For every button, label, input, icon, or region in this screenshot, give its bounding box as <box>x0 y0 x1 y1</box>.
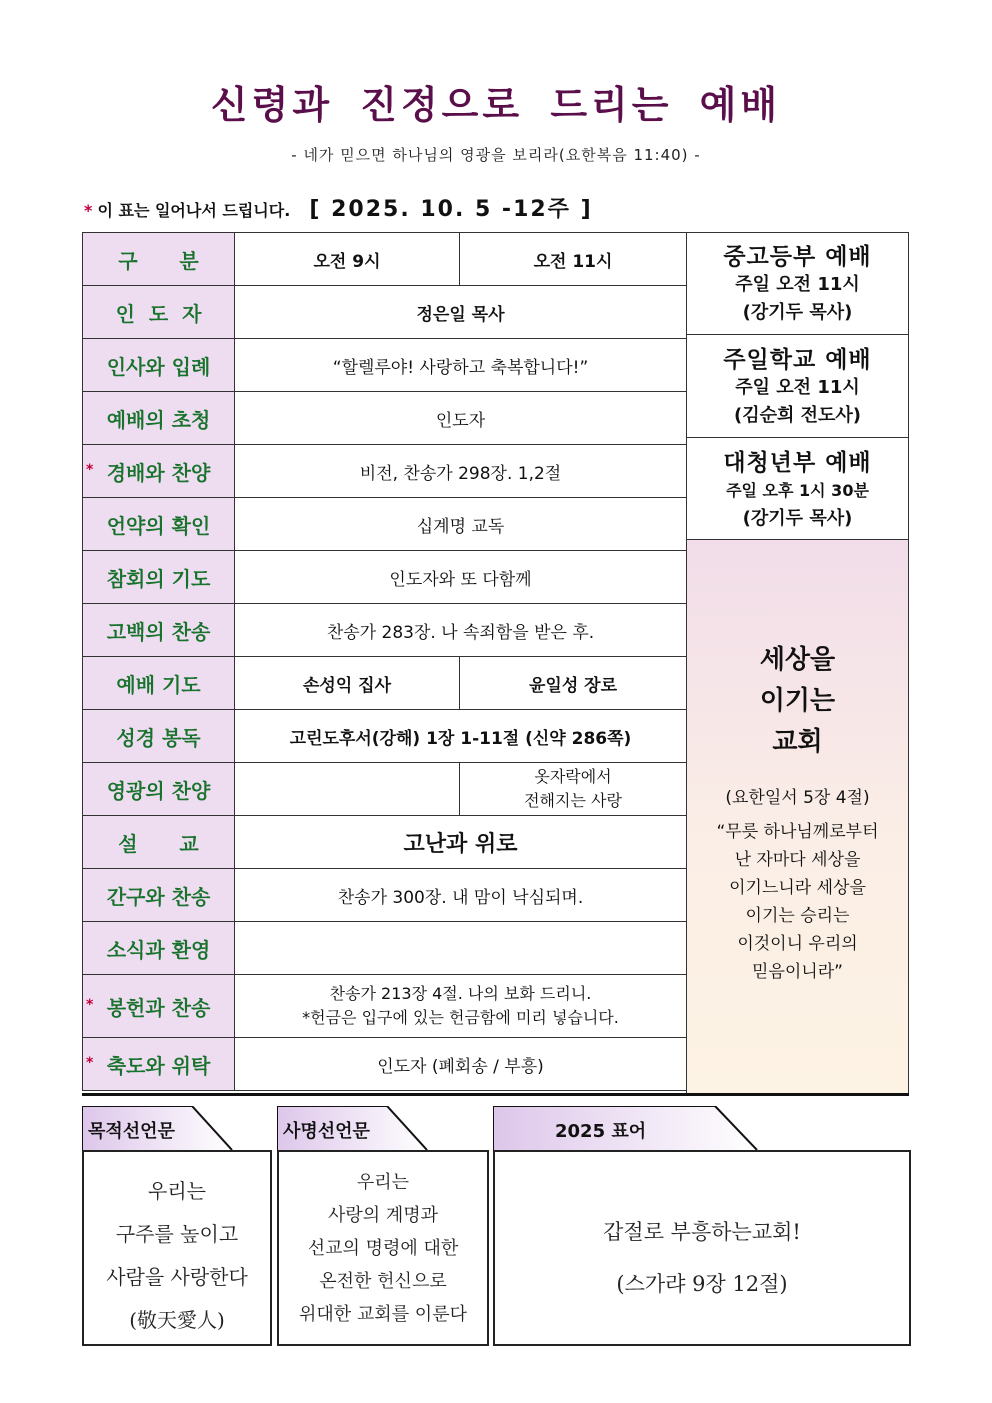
table-row <box>83 975 687 1038</box>
star-icon: * <box>84 201 93 220</box>
verse-line: 이기는 승리는 <box>745 906 850 926</box>
row-label: 참회의 기도 <box>83 551 235 604</box>
table-row <box>83 922 687 975</box>
header-11am: 오전 11시 <box>460 233 687 286</box>
row-value: 비전, 찬송가 298장. 1,2절 <box>235 445 687 498</box>
verse-line: 믿음이니라” <box>752 962 843 982</box>
church-motto-box <box>686 540 909 1094</box>
service-time: 주일 오후 1시 30분 <box>726 481 869 500</box>
purpose-line: 구주를 높이고 <box>115 1222 239 1246</box>
table-row <box>83 392 687 445</box>
service-info-young-adults <box>686 438 909 540</box>
offering-note: *헌금은 입구에 있는 헌금함에 미리 넣습니다. <box>302 1008 619 1027</box>
service-date: [ 2025. 10. 5 -12주 ] <box>309 197 593 222</box>
mission-label: 사명선언문 <box>283 1121 370 1142</box>
verse-line: 이것이니 우리의 <box>737 934 858 954</box>
row-value-11am <box>460 763 687 816</box>
page-title: 신령과 진정으로 드리는 예배 <box>210 83 782 127</box>
service-leader: (강기두 목사) <box>742 508 853 529</box>
row-label: 간구와 찬송 <box>83 869 235 922</box>
row-value: 찬송가 283장. 나 속죄함을 받은 후. <box>235 604 687 657</box>
row-label: 영광의 찬양 <box>83 763 235 816</box>
row-value: 인도자와 또 다함께 <box>235 551 687 604</box>
table-row <box>83 1038 687 1091</box>
table-row <box>83 498 687 551</box>
row-value: 인도자 <box>235 392 687 445</box>
row-value <box>235 922 687 975</box>
motto-verse <box>686 818 909 986</box>
row-value: 십계명 교독 <box>235 498 687 551</box>
table-row <box>83 551 687 604</box>
row-label: 예배 기도 <box>83 657 235 710</box>
star-icon: * <box>86 997 94 1014</box>
motto2025-tab <box>493 1106 759 1150</box>
motto2025-line: (스가랴 9장 12절) <box>616 1272 788 1296</box>
motto-line: 세상을 <box>759 645 836 675</box>
row-value: “할렐루야! 사랑하고 축복합니다!” <box>235 339 687 392</box>
praise-title-line2: 전해지는 사랑 <box>524 791 622 810</box>
table-row <box>83 286 687 339</box>
row-label: * 축도와 위탁 <box>83 1038 235 1091</box>
header-label: 구 분 <box>83 233 235 286</box>
purpose-box <box>82 1150 272 1346</box>
row-label: 성경 봉독 <box>83 710 235 763</box>
service-time: 주일 오전 11시 <box>735 274 860 295</box>
service-info-youth <box>686 232 909 335</box>
purpose-line: 우리는 <box>148 1179 206 1203</box>
mission-line: 선교의 명령에 대한 <box>307 1238 459 1259</box>
verse-line: “무릇 하나님께로부터 <box>716 822 879 842</box>
row-value-9am <box>235 763 460 816</box>
purpose-label: 목적선언문 <box>88 1121 175 1142</box>
row-label: 인 도 자 <box>83 286 235 339</box>
table-row <box>83 339 687 392</box>
standing-note-text: 이 표는 일어나서 드립니다. <box>97 201 291 220</box>
sermon-title: 고난과 위로 <box>235 816 687 869</box>
row-value: 인도자 (폐회송 / 부흥) <box>235 1038 687 1091</box>
motto-line: 이기는 <box>759 686 836 716</box>
service-name: 중고등부 예배 <box>723 244 872 270</box>
table-row <box>83 445 687 498</box>
row-label: 설 교 <box>83 816 235 869</box>
row-value: 고린도후서(강해) 1장 1-11절 (신약 286쪽) <box>235 710 687 763</box>
motto2025-line: 갑절로 부흥하는교회! <box>603 1220 801 1244</box>
table-row <box>83 763 687 816</box>
row-label: 인사와 입례 <box>83 339 235 392</box>
motto2025-box <box>493 1150 911 1346</box>
table-header-row <box>83 233 687 286</box>
purpose-line: (敬天愛人) <box>129 1308 225 1332</box>
table-row <box>83 869 687 922</box>
motto-line: 교회 <box>772 727 823 757</box>
star-icon: * <box>86 1055 94 1072</box>
side-column <box>686 232 909 1094</box>
table-row <box>83 657 687 710</box>
purpose-tab <box>82 1106 234 1150</box>
service-time: 주일 오전 11시 <box>735 377 860 398</box>
standing-note <box>84 192 904 222</box>
service-name: 주일학교 예배 <box>723 347 872 373</box>
table-row <box>83 816 687 869</box>
row-value-11am: 윤일성 장로 <box>460 657 687 710</box>
motto-title <box>686 640 909 763</box>
table-row <box>83 710 687 763</box>
row-label: * 경배와 찬양 <box>83 445 235 498</box>
service-name: 대청년부 예배 <box>723 450 872 476</box>
row-label: 고백의 찬송 <box>83 604 235 657</box>
mission-line: 우리는 <box>356 1172 410 1193</box>
purpose-line: 사람을 사랑한다 <box>106 1265 248 1289</box>
service-leader: (김순희 전도사) <box>733 405 862 426</box>
divider <box>82 1093 909 1096</box>
mission-line: 사랑의 계명과 <box>327 1205 439 1226</box>
table-row <box>83 604 687 657</box>
motto-reference: (요한일서 5장 4절) <box>725 788 870 808</box>
verse-line: 난 자마다 세상을 <box>734 850 861 870</box>
page-subtitle: - 네가 믿으면 하나님의 영광을 보리라(요한복음 11:40) - <box>291 146 701 164</box>
mission-box <box>277 1150 489 1346</box>
row-value-9am: 손성익 집사 <box>235 657 460 710</box>
service-leader: (강기두 목사) <box>742 302 853 323</box>
row-value: 정은일 목사 <box>235 286 687 339</box>
mission-line: 위대한 교회를 이룬다 <box>299 1304 467 1325</box>
verse-line: 이기느니라 세상을 <box>729 878 866 898</box>
mission-tab <box>277 1106 429 1150</box>
mission-line: 온전한 헌신으로 <box>319 1271 447 1292</box>
offering-hymn: 찬송가 213장 4절. 나의 보화 드리니. <box>329 984 592 1003</box>
row-value <box>235 975 687 1038</box>
row-label: * 봉헌과 찬송 <box>83 975 235 1038</box>
row-value: 찬송가 300장. 내 맘이 낙심되며. <box>235 869 687 922</box>
star-icon: * <box>86 462 94 479</box>
row-label: 소식과 환영 <box>83 922 235 975</box>
worship-order-table <box>82 232 687 1091</box>
header-9am: 오전 9시 <box>235 233 460 286</box>
motto2025-label: 2025 표어 <box>555 1121 647 1142</box>
service-info-sunday-school <box>686 335 909 438</box>
row-label: 예배의 초청 <box>83 392 235 445</box>
row-label: 언약의 확인 <box>83 498 235 551</box>
praise-title-line1: 옷자락에서 <box>534 767 612 786</box>
